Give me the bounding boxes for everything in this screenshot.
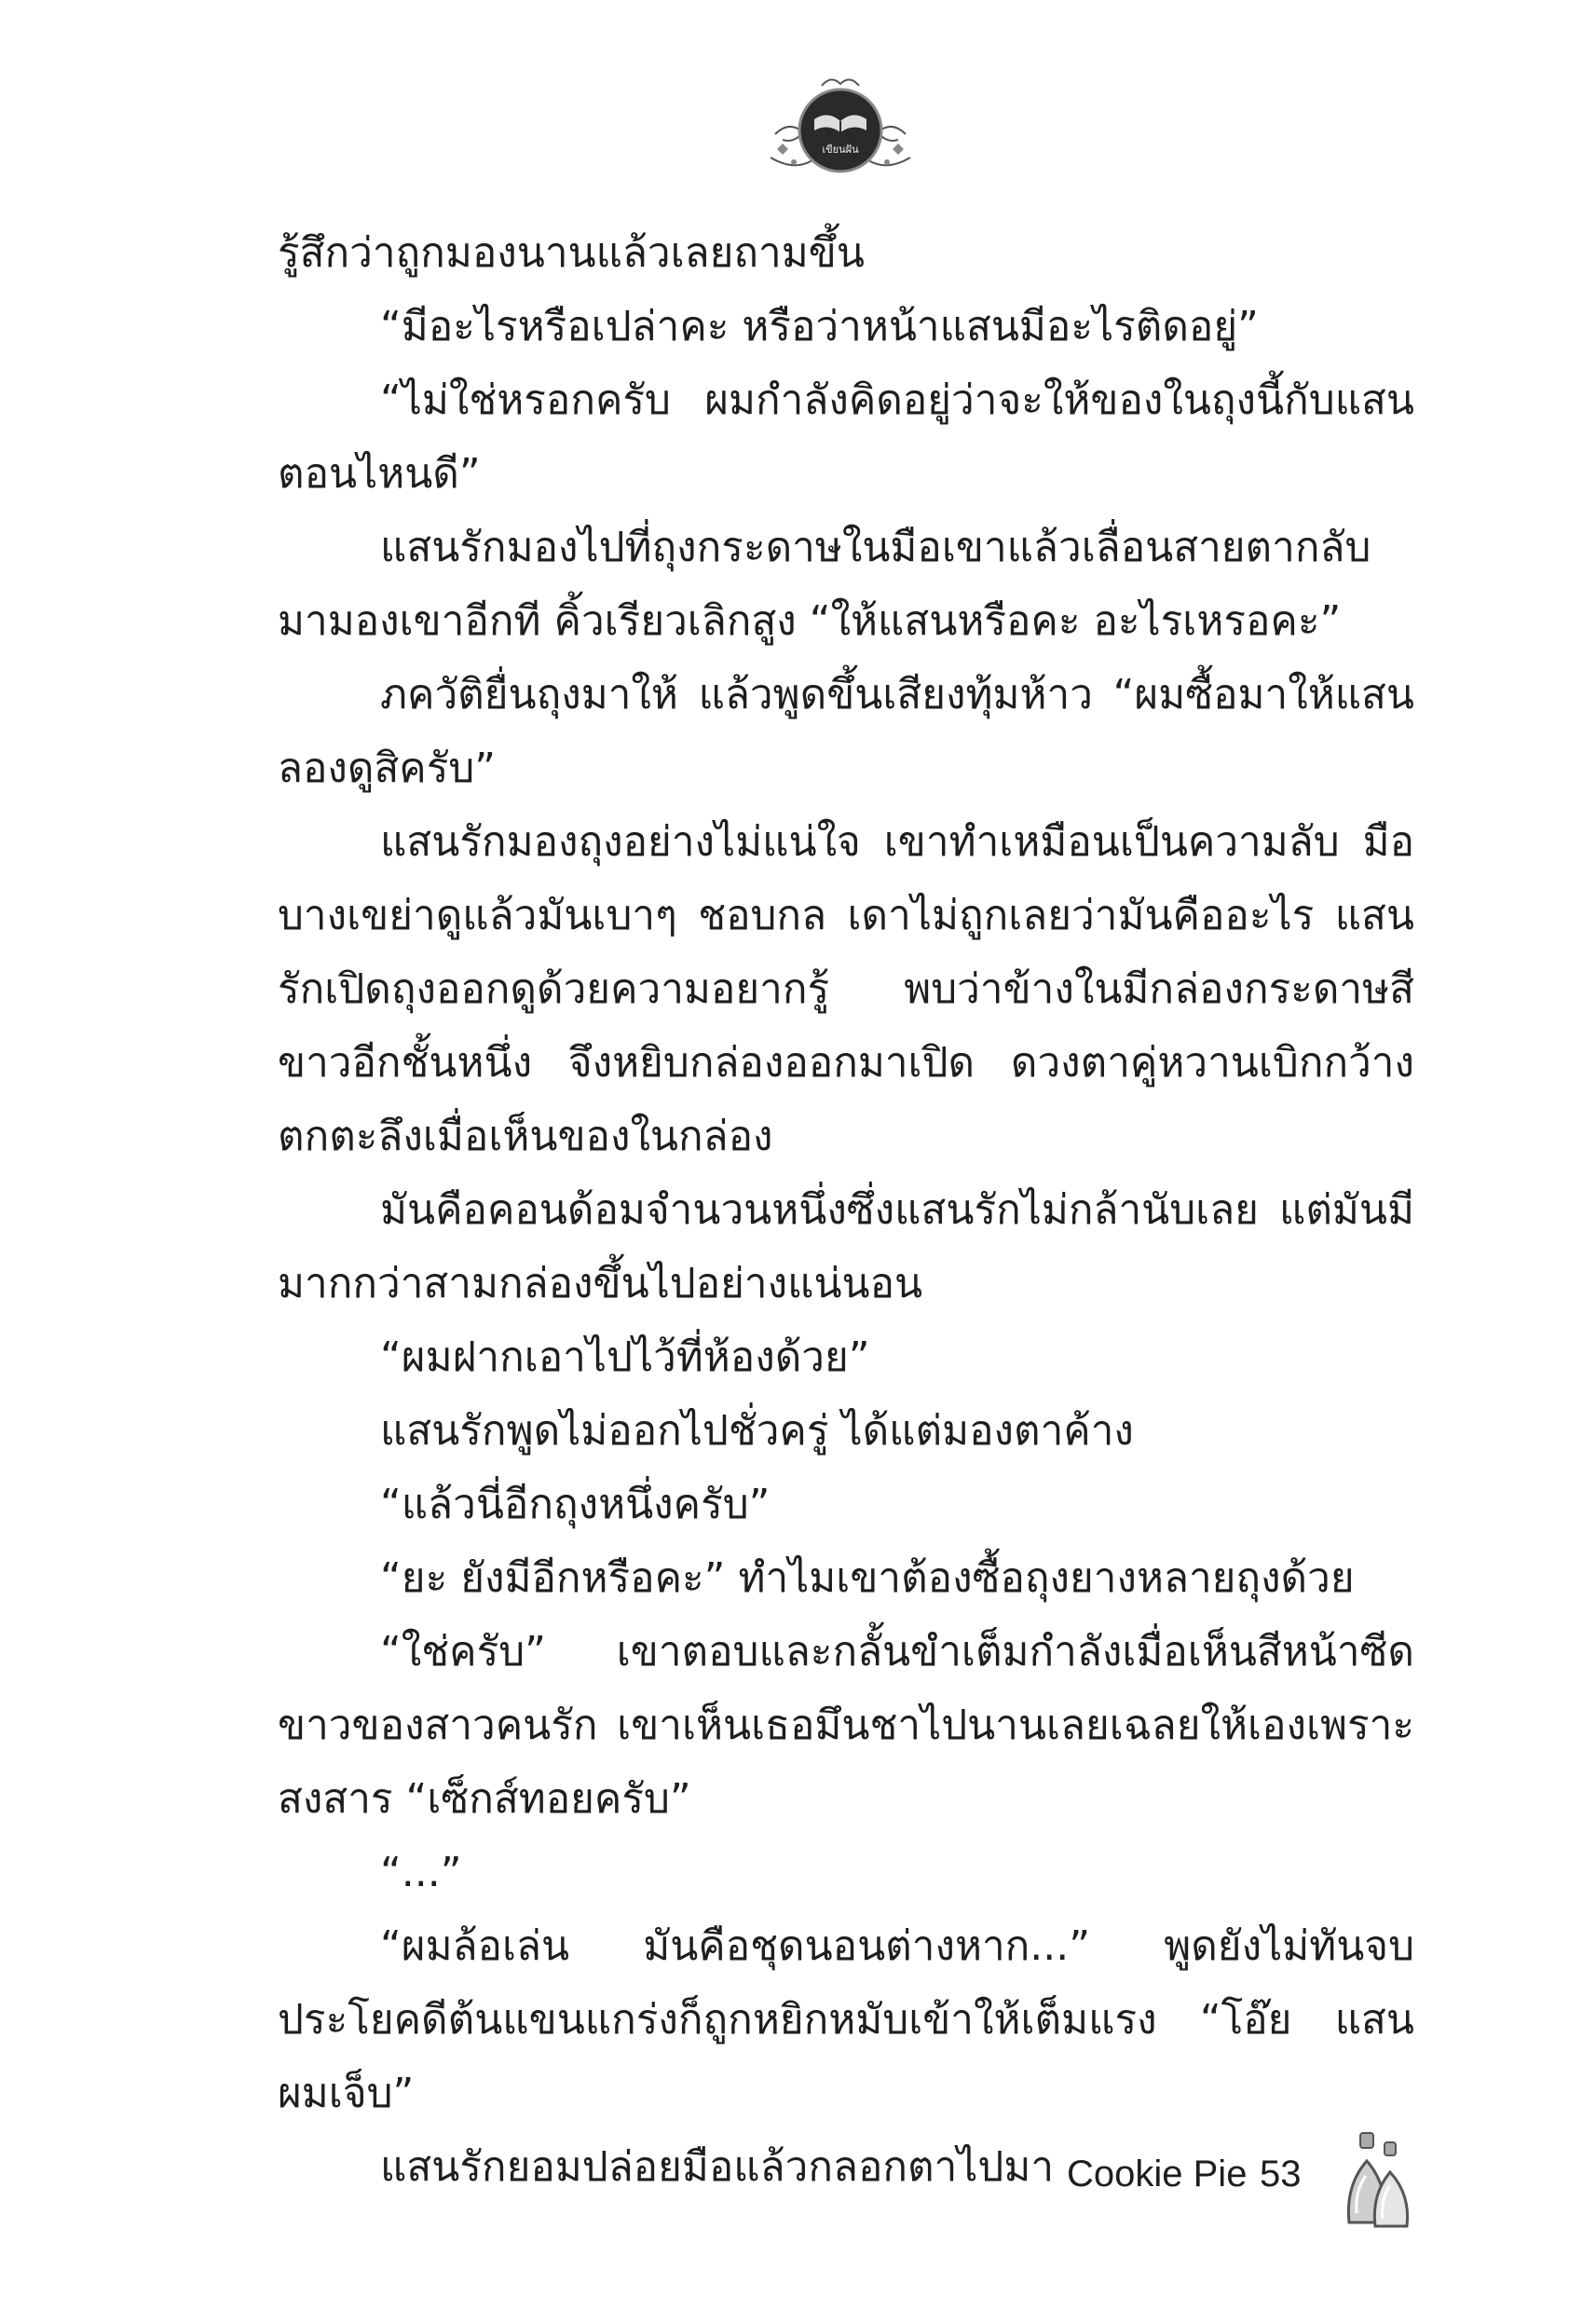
paragraph: “ใช่ครับ” เขาตอบและกลั้นขำเต็มกำลังเมื่อเห็นสีหน้าซีดขาวของสาวคนรัก เขาเห็นเธอมึนชาไปนานเลยเฉลยให้เองเพราะสงสาร “เซ็กส์ทอยครับ” (278, 1628, 1414, 1823)
page-footer (1053, 2129, 1463, 2232)
emblem-text: เขียนฝัน (822, 144, 859, 156)
page-number: 53 (1260, 2154, 1302, 2195)
paragraph: “ผมล้อเล่น มันคือชุดนอนต่างหาก...” พูดยังไม่ทันจบประโยคดีต้นแขนแกร่งก็ถูกหยิกหมับเข้าให้เต็มแรง “โอ๊ย แสน ผมเจ็บ” (278, 1922, 1414, 2117)
paragraph: รู้สึกว่าถูกมองนานแล้วเลยถามขึ้น (278, 229, 865, 277)
paragraph: แสนรักมองไปที่ถุงกระดาษในมือเขาแล้วเลื่อนสายตากลับมามองเขาอีกที คิ้วเรียวเลิกสูง “ให้แสนหรือคะ อะไรเหรอคะ” (278, 524, 1371, 645)
perfume-bottles-icon (1342, 2129, 1416, 2230)
paragraph: มันคือคอนด้อมจำนวนหนึ่งซึ่งแสนรักไม่กล้านับเลย แต่มันมีมากกว่าสามกล่องขึ้นไปอย่างแน่นอน (278, 1186, 1414, 1307)
paragraph: “ผมฝากเอาไปไว้ที่ห้องด้วย” (380, 1333, 870, 1381)
paragraph: ภควัติยื่นถุงมาให้ แล้วพูดขึ้นเสียงทุ้มห้าว “ผมซื้อมาให้แสนลองดูสิครับ” (278, 671, 1414, 792)
decorative-book-emblem-icon (766, 69, 915, 185)
paragraph: “ไม่ใช่หรอกครับ ผมกำลังคิดอยู่ว่าจะให้ของในถุงนี้กับแสนตอนไหนดี” (278, 376, 1414, 498)
paragraph: “แล้วนี่อีกถุงหนึ่งครับ” (380, 1481, 771, 1528)
paragraph: แสนรักยอมปล่อยมือแล้วกลอกตาไปมา (380, 2143, 1055, 2191)
story-text (278, 216, 1414, 2204)
paragraph: “มีอะไรหรือเปล่าคะ หรือว่าหน้าแสนมีอะไรติดอยู่” (380, 303, 1259, 350)
footer-book-title: Cookie Pie (1067, 2154, 1248, 2195)
paragraph: “...” (380, 1849, 462, 1896)
paragraph: “ยะ ยังมีอีกหรือคะ” ทำไมเขาต้องซื้อถุงยางหลายถุงด้วย (380, 1554, 1355, 1602)
paragraph: แสนรักมองถุงอย่างไม่แน่ใจ เขาทำเหมือนเป็นความลับ มือบางเขย่าดูแล้วมันเบาๆ ชอบกล เดาไม่ถูกเลยว่ามันคืออะไร แสนรักเปิดถุงออกดูด้วยความอยากรู้ พบว่าข้างในมีกล่องกระดาษสีขาวอีกชั้นหนึ่ง จึงหยิบกล่องออกมาเปิด ดวงตาคู่หวานเบิกกว้างตกตะลึงเมื่อเห็นของในกล่อง (278, 818, 1414, 1160)
paragraph: แสนรักพูดไม่ออกไปชั่วครู่ ได้แต่มองตาค้าง (380, 1407, 1134, 1455)
